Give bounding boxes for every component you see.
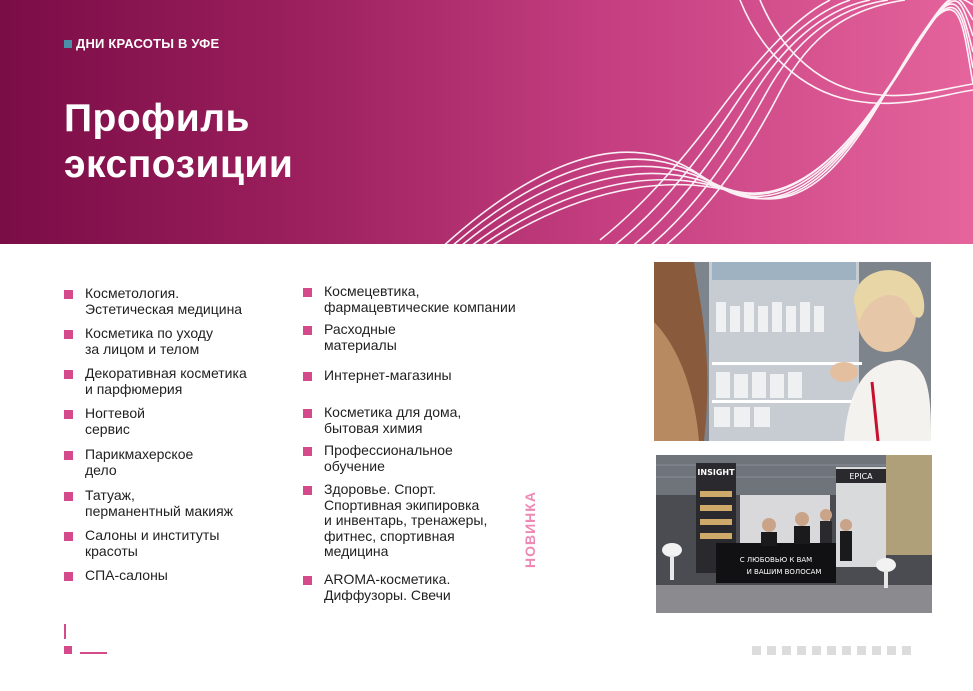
svg-text:С ЛЮБОВЬЮ К ВАМ: С ЛЮБОВЬЮ К ВАМ — [739, 556, 813, 564]
page-dot — [842, 646, 851, 655]
bullet-icon — [64, 572, 73, 581]
list-item-text: Косметика по уходу за лицом и телом — [85, 325, 213, 357]
list-item-text: Косметика для дома, бытовая химия — [324, 404, 462, 436]
page-dot — [752, 646, 761, 655]
page-dot — [872, 646, 881, 655]
title-line-2: экспозиции — [64, 143, 294, 186]
photo-exhibition-booth — [656, 455, 932, 613]
list-item-text: Ногтевой сервис — [85, 405, 145, 437]
pagination-dots — [752, 646, 917, 655]
bullet-icon — [64, 451, 73, 460]
title-line-1: Профиль — [64, 97, 251, 140]
header-tag — [64, 36, 219, 51]
header-banner — [0, 0, 973, 244]
new-badge: НОВИНКА — [522, 491, 538, 568]
list-item-text: Здоровье. Спорт. Спортивная экипировка и инвентарь, тренажеры, фитнес, спортивная медицина — [324, 481, 488, 559]
bullet-icon — [64, 370, 73, 379]
tag-square-icon — [64, 40, 72, 48]
page-dot — [812, 646, 821, 655]
list-item-text: Расходные материалы — [324, 321, 397, 353]
footer-square-icon — [64, 646, 72, 654]
list-item-text: AROMA-косметика. Диффузоры. Свечи — [324, 571, 451, 603]
photo-consultant — [654, 262, 931, 441]
page-dot — [902, 646, 911, 655]
list-item-text: Парикмахерское дело — [85, 446, 194, 478]
bullet-icon — [303, 409, 312, 418]
svg-text:И ВАШИМ ВОЛОСАМ: И ВАШИМ ВОЛОСАМ — [746, 568, 822, 576]
page-dot — [782, 646, 791, 655]
list-item-text: Космецевтика, фармацевтические компании — [324, 283, 516, 315]
bullet-icon — [303, 576, 312, 585]
page-title — [64, 96, 293, 188]
list-item-text: Косметология. Эстетическая медицина — [85, 285, 243, 317]
bullet-icon — [64, 532, 73, 541]
tag-text: ДНИ КРАСОТЫ В УФЕ — [76, 36, 220, 51]
bullet-icon — [303, 486, 312, 495]
page-dot — [887, 646, 896, 655]
svg-text:INSIGHT: INSIGHT — [697, 468, 735, 477]
bullet-icon — [64, 410, 73, 419]
bullet-icon — [303, 447, 312, 456]
list-item-text: Салоны и институты красоты — [85, 527, 220, 559]
bullet-icon — [303, 288, 312, 297]
bullet-icon — [64, 290, 73, 299]
page-dot — [827, 646, 836, 655]
bullet-icon — [64, 492, 73, 501]
page-dot — [797, 646, 806, 655]
svg-text:EPICA: EPICA — [849, 472, 873, 481]
bullet-icon — [303, 372, 312, 381]
page-dot — [857, 646, 866, 655]
list-item-text: СПА-салоны — [85, 567, 168, 583]
list-item-text: Декоративная косметика и парфюмерия — [85, 365, 247, 397]
footer-accent-line — [64, 624, 66, 639]
page-dot — [767, 646, 776, 655]
footer-underline — [80, 652, 107, 654]
bullet-icon — [303, 326, 312, 335]
list-item-text: Татуаж, перманентный макияж — [85, 487, 234, 519]
list-item-text: Интернет-магазины — [324, 367, 452, 383]
bullet-icon — [64, 330, 73, 339]
list-item-text: Профессиональное обучение — [324, 442, 453, 474]
